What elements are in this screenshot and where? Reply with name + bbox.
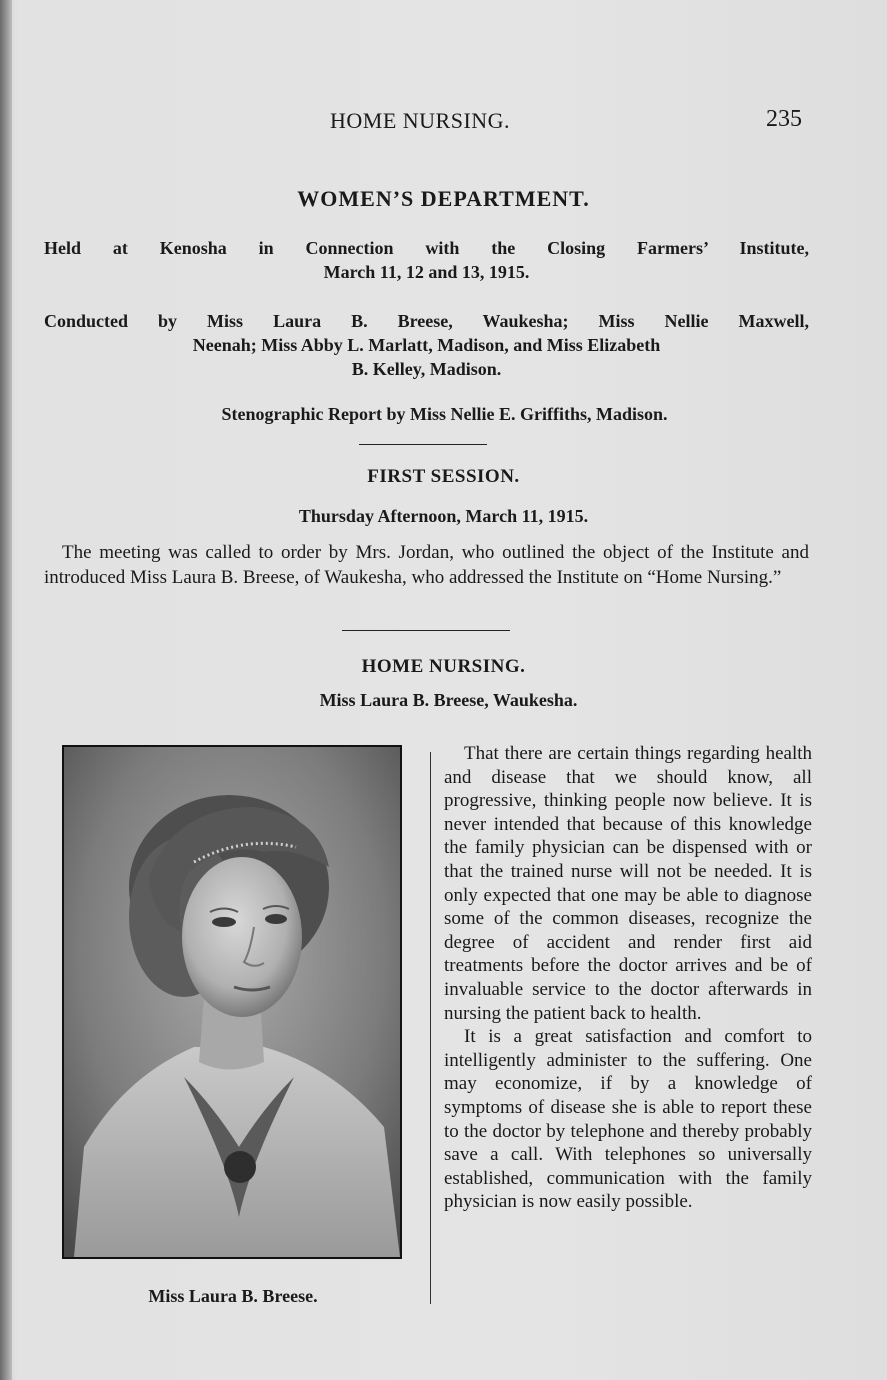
- session-date: Thursday Afternoon, March 11, 1915.: [298, 506, 589, 526]
- article-title: HOME NURSING.: [361, 656, 526, 677]
- held-line-2: March 11, 12 and 13, 1915.: [323, 262, 530, 282]
- conducted-statement: [44, 309, 809, 381]
- running-header-title: HOME NURSING.: [330, 108, 511, 133]
- conducted-line-3: B. Kelley, Madison.: [351, 359, 502, 379]
- photo-caption: Miss Laura B. Breese.: [148, 1286, 318, 1306]
- column-rule: [430, 752, 431, 1304]
- article-paragraph: That there are certain things regarding health and disease that we should know, all progressive, thinking people now believe. It is never intended that because of this knowledge the family physician can be dispensed with or that the trained nurse will not be needed. It is only expected that one may be able to diagnose some of the common diseases, recognize the degree of accident and render first aid treatments before the doctor arrives and be of invaluable service to the doctor afterwards in nursing the patient back to health.: [444, 743, 812, 1024]
- conducted-line-1: Conducted by Miss Laura B. Breese, Waukesha; Miss Nellie Maxwell,: [44, 311, 809, 331]
- portrait-illustration: [64, 747, 400, 1257]
- session-intro: [44, 540, 809, 590]
- session-title: FIRST SESSION.: [367, 466, 520, 487]
- article-body: [444, 742, 812, 1214]
- section-divider-1: [359, 444, 487, 445]
- department-title: WOMEN’S DEPARTMENT.: [297, 186, 590, 211]
- session-intro-paragraph: The meeting was called to order by Mrs. Jordan, who outlined the object of the Institute and introduced Miss Laura B. Breese, of Waukesha, who addressed the Institute on “Home Nursing.”: [44, 542, 809, 588]
- section-divider-2: [342, 630, 510, 631]
- article-author: Miss Laura B. Breese, Waukesha.: [319, 690, 578, 710]
- conducted-line-2: Neenah; Miss Abby L. Marlatt, Madison, and Miss Elizabeth: [192, 335, 661, 355]
- article-paragraph: It is a great satisfaction and comfort to intelligently administer to the suffering. One may economize, if by a knowledge of symptoms of disease she is able to report these to the doctor by telephone and thereby probably save a call. With telephones so universally established, communication with the family physician is now easily possible.: [444, 1026, 812, 1213]
- page-number: 235: [766, 106, 802, 132]
- stenographic-report-credit: Stenographic Report by Miss Nellie E. Griffiths, Madison.: [221, 404, 668, 424]
- held-statement: [44, 236, 809, 284]
- portrait-photo: [62, 745, 402, 1259]
- held-line-1: Held at Kenosha in Connection with the Closing Farmers’ Institute,: [44, 238, 809, 258]
